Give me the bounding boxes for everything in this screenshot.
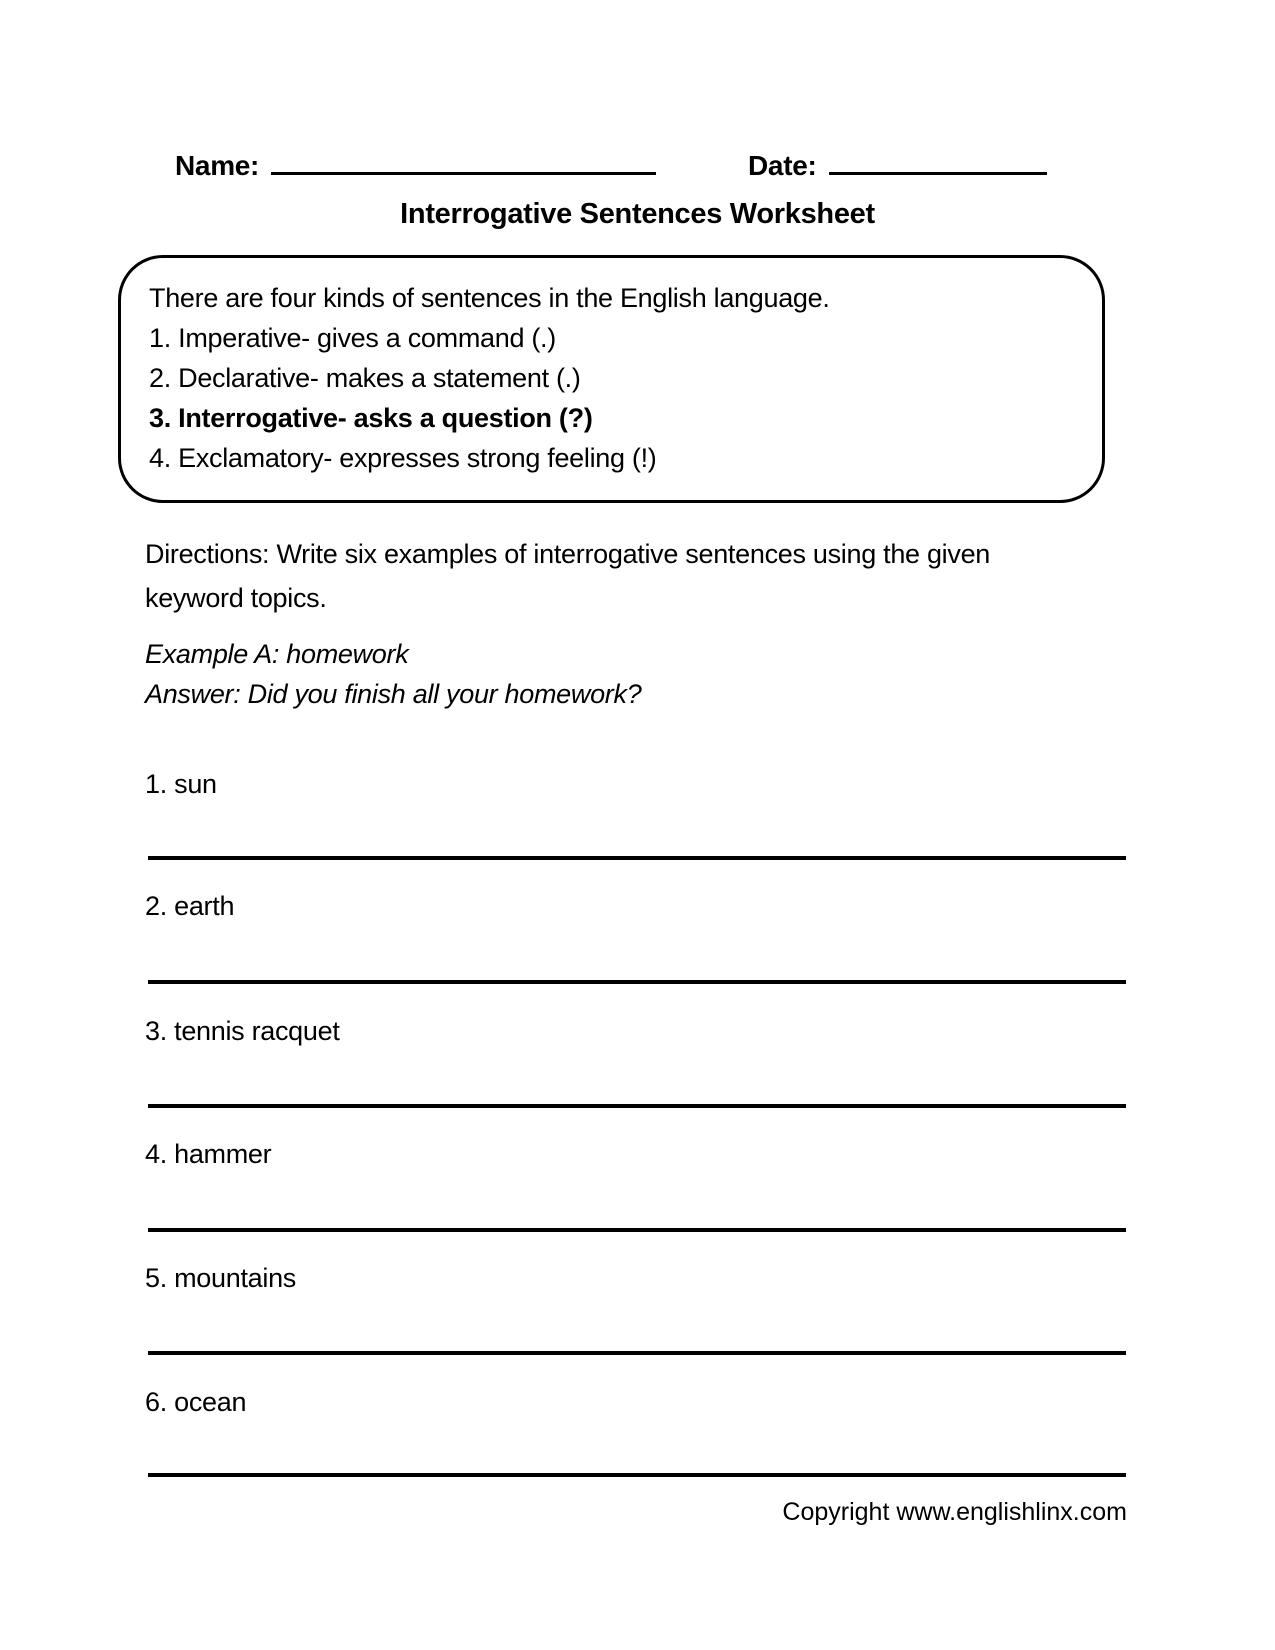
- name-label: Name:: [175, 150, 260, 181]
- sentence-type-item-declarative: 2. Declarative- makes a statement (.): [149, 363, 581, 393]
- date-label: Date:: [748, 150, 817, 181]
- answer-line-1: [148, 856, 1126, 860]
- question-label-2: 2. earth: [145, 891, 235, 921]
- name-field-group: [175, 146, 656, 182]
- question-label-4: 4. hammer: [145, 1139, 272, 1169]
- sentence-types-box: [118, 255, 1105, 503]
- answer-line-3: [148, 1104, 1126, 1108]
- answer-line-6: [148, 1473, 1126, 1477]
- example-block: [145, 634, 641, 714]
- example-answer: Answer: Did you finish all your homework?: [145, 679, 642, 709]
- question-label-3: 3. tennis racquet: [145, 1016, 340, 1046]
- question-label-6: 6. ocean: [145, 1387, 247, 1417]
- sentence-type-item-exclamatory: 4. Exclamatory- expresses strong feeling (!): [149, 443, 657, 473]
- sentence-type-item-imperative: 1. Imperative- gives a command (.): [149, 323, 556, 353]
- question-label-5: 5. mountains: [145, 1263, 296, 1293]
- name-blank-line: [271, 146, 656, 175]
- directions-text: Directions: Write six examples of interrogative sentences using the given keyword topics.: [145, 539, 991, 613]
- answer-line-5: [148, 1351, 1126, 1355]
- date-blank-line: [829, 146, 1047, 175]
- example-prompt: Example A: homework: [145, 639, 409, 669]
- sentence-types-intro: There are four kinds of sentences in the English language.: [149, 283, 830, 313]
- answer-line-4: [148, 1228, 1126, 1232]
- copyright-text: Copyright www.englishlinx.com: [782, 1498, 1127, 1526]
- answer-line-2: [148, 980, 1126, 984]
- sentence-type-item-interrogative: 3. Interrogative- asks a question (?): [149, 403, 593, 433]
- page-title: Interrogative Sentences Worksheet: [400, 198, 875, 230]
- question-label-1: 1. sun: [145, 769, 217, 799]
- date-field-group: [748, 146, 1047, 182]
